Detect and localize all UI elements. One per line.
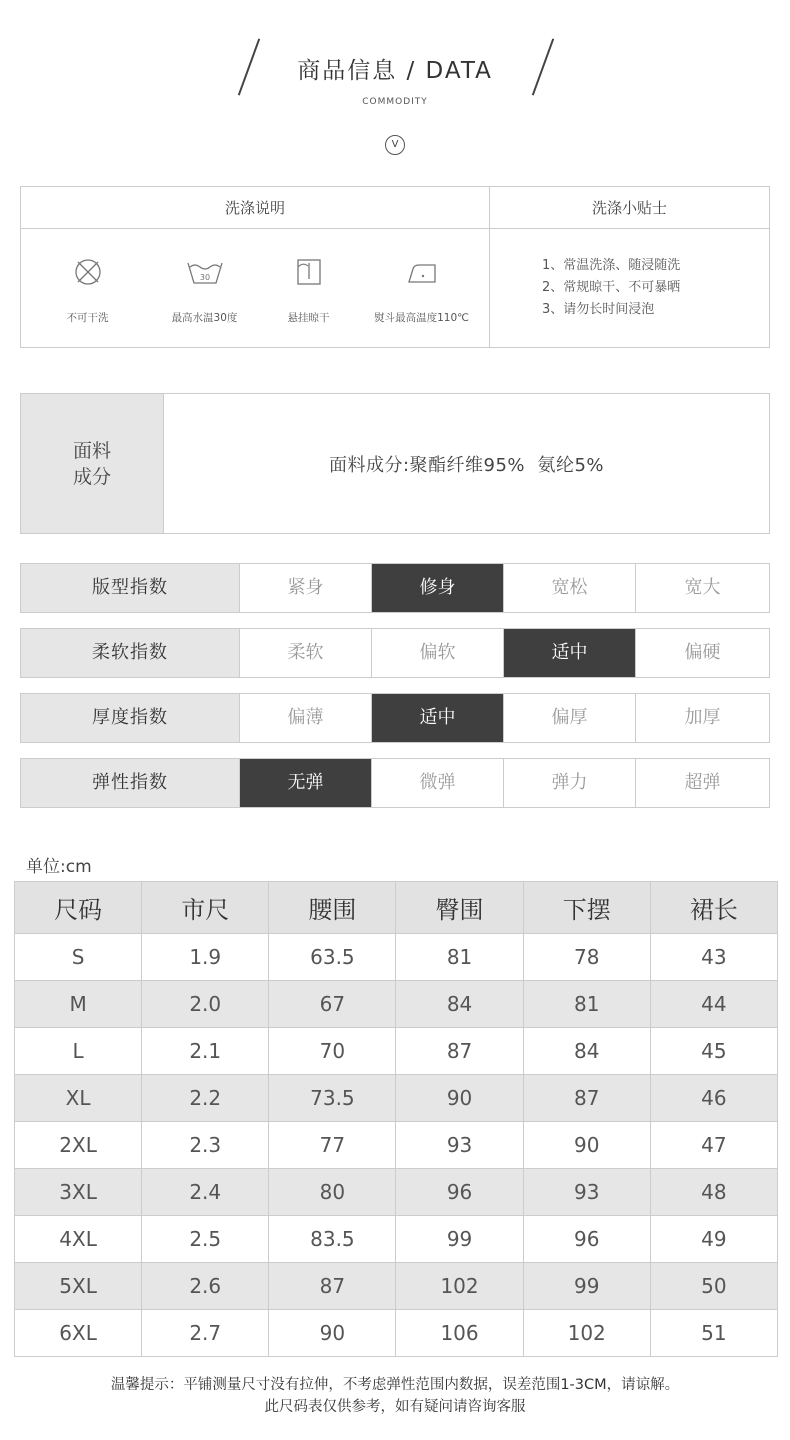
index-option: 宽松 <box>504 564 636 612</box>
index-option: 宽大 <box>684 577 721 598</box>
table-cell: 2.1 <box>142 1028 269 1075</box>
table-cell: 43 <box>650 934 777 981</box>
index-option-selected: 无弹 <box>240 759 372 807</box>
table-cell: 96 <box>396 1169 523 1216</box>
table-cell: 87 <box>269 1263 396 1310</box>
table-cell: 2.5 <box>142 1216 269 1263</box>
table-cell: 2.7 <box>142 1310 269 1357</box>
index-option: 加厚 <box>684 707 721 728</box>
wash-item-label: 悬挂晾干 <box>287 312 330 324</box>
table-cell: 1.9 <box>142 934 269 981</box>
table-cell: 51 <box>650 1310 777 1357</box>
table-cell: XL <box>15 1075 142 1122</box>
table-cell: 49 <box>650 1216 777 1263</box>
table-cell: M <box>15 981 142 1028</box>
wash-item-label: 不可干洗 <box>66 312 109 324</box>
size-note-line: 此尺码表仅供参考，如有疑问请咨询客服 <box>264 1399 526 1415</box>
no-dry-clean-icon <box>73 257 103 291</box>
wash-30-icon <box>185 257 225 291</box>
table-cell: 45 <box>650 1028 777 1075</box>
index-option: 偏硬 <box>684 642 721 663</box>
header <box>0 0 790 170</box>
index-name: 弹性指数 <box>21 759 240 807</box>
wash-temp-text: 30 <box>199 273 210 282</box>
index-option: 紧身 <box>240 564 372 612</box>
size-table-header <box>15 882 778 934</box>
column-header: 尺码 <box>15 882 142 934</box>
index-option-selected: 适中 <box>372 694 504 742</box>
size-note-line: 温馨提示：平铺测量尺寸没有拉伸，不考虑弹性范围内数据，误差范围1-3CM，请谅解。 <box>110 1377 680 1393</box>
table-cell: 102 <box>396 1263 523 1310</box>
table-cell: 81 <box>396 934 523 981</box>
washing-tips <box>490 187 769 347</box>
column-header: 市尺 <box>142 882 269 934</box>
wash-item-hang-dry <box>250 229 367 347</box>
table-cell: 87 <box>523 1075 650 1122</box>
size-note <box>0 1374 790 1418</box>
index-option: 弹力 <box>504 759 636 807</box>
table-cell: 81 <box>523 981 650 1028</box>
index-option: 超弹 <box>684 772 721 793</box>
table-cell: 106 <box>396 1310 523 1357</box>
table-row <box>15 1028 778 1075</box>
table-cell: 6XL <box>15 1310 142 1357</box>
table-row <box>15 934 778 981</box>
table-row <box>15 1169 778 1216</box>
table-cell: 5XL <box>15 1263 142 1310</box>
table-cell: 83.5 <box>269 1216 396 1263</box>
table-row <box>15 1310 778 1357</box>
table-cell: 2XL <box>15 1122 142 1169</box>
washing-tip: 3、请勿长时间浸泡 <box>542 302 655 317</box>
table-cell: 93 <box>396 1122 523 1169</box>
column-header: 裙长 <box>650 882 777 934</box>
washing-section <box>20 186 770 348</box>
wash-item-label: 熨斗最高温度110℃ <box>374 312 469 324</box>
table-cell: 93 <box>523 1169 650 1216</box>
index-row-thickness <box>20 693 770 743</box>
index-option: 偏厚 <box>504 694 636 742</box>
index-row-softness <box>20 628 770 678</box>
index-option-selected: 适中 <box>504 629 636 677</box>
fabric-composition: 面料成分:聚酯纤维95% 氨纶5% <box>328 454 605 476</box>
table-cell: 99 <box>523 1263 650 1310</box>
index-option: 微弹 <box>372 759 504 807</box>
table-row <box>15 981 778 1028</box>
table-cell: 90 <box>523 1122 650 1169</box>
table-cell: 2.4 <box>142 1169 269 1216</box>
index-option: 偏软 <box>372 629 504 677</box>
size-table <box>14 881 778 1357</box>
fabric-section <box>20 393 770 534</box>
table-cell: 96 <box>523 1216 650 1263</box>
table-cell: 2.3 <box>142 1122 269 1169</box>
table-cell: 50 <box>650 1263 777 1310</box>
table-cell: 90 <box>269 1310 396 1357</box>
table-cell: 67 <box>269 981 396 1028</box>
table-cell: 99 <box>396 1216 523 1263</box>
table-cell: 2.6 <box>142 1263 269 1310</box>
column-header: 臀围 <box>396 882 523 934</box>
table-cell: 78 <box>523 934 650 981</box>
table-cell: 102 <box>523 1310 650 1357</box>
table-cell: 84 <box>523 1028 650 1075</box>
wash-item-wash-30 <box>146 229 263 347</box>
washing-instructions-title: 洗涤说明 <box>21 187 489 229</box>
washing-tip: 2、常规晾干、不可暴晒 <box>542 280 681 295</box>
size-unit-label: 单位:cm <box>26 857 92 877</box>
index-option-selected: 修身 <box>372 564 504 612</box>
wash-item-iron <box>363 229 480 347</box>
table-cell: S <box>15 934 142 981</box>
page-subtitle: COMMODITY <box>362 97 428 107</box>
index-option: 偏薄 <box>240 694 372 742</box>
index-row-elasticity <box>20 758 770 808</box>
wash-item-label: 最高水温30度 <box>171 312 238 324</box>
table-cell: 47 <box>650 1122 777 1169</box>
table-cell: 2.0 <box>142 981 269 1028</box>
table-row <box>15 1122 778 1169</box>
table-cell: 80 <box>269 1169 396 1216</box>
table-cell: 46 <box>650 1075 777 1122</box>
table-cell: 87 <box>396 1028 523 1075</box>
wash-item-no-dry-clean <box>29 229 146 347</box>
column-header: 下摆 <box>523 882 650 934</box>
washing-tips-list <box>490 229 769 321</box>
table-cell: L <box>15 1028 142 1075</box>
table-cell: 77 <box>269 1122 396 1169</box>
iron-icon <box>405 257 439 291</box>
page-title: 商品信息 / DATA <box>297 58 493 84</box>
table-cell: 70 <box>269 1028 396 1075</box>
washing-instructions <box>21 187 490 347</box>
v-badge: V <box>385 135 405 155</box>
table-cell: 4XL <box>15 1216 142 1263</box>
index-name: 版型指数 <box>21 564 240 612</box>
column-header: 腰围 <box>269 882 396 934</box>
table-cell: 90 <box>396 1075 523 1122</box>
table-row <box>15 1216 778 1263</box>
table-row <box>15 1075 778 1122</box>
fabric-label-line: 成分 <box>72 465 111 488</box>
index-name: 厚度指数 <box>21 694 240 742</box>
table-cell: 2.2 <box>142 1075 269 1122</box>
table-cell: 48 <box>650 1169 777 1216</box>
washing-icons <box>21 229 489 347</box>
washing-tips-title: 洗涤小贴士 <box>490 187 769 229</box>
table-cell: 3XL <box>15 1169 142 1216</box>
index-name: 柔软指数 <box>21 629 240 677</box>
fabric-label-line: 面料 <box>72 439 111 462</box>
hang-dry-icon <box>295 257 323 291</box>
table-cell: 44 <box>650 981 777 1028</box>
table-cell: 63.5 <box>269 934 396 981</box>
washing-tip: 1、常温洗涤、随浸随洗 <box>542 258 681 273</box>
index-row-fit <box>20 563 770 613</box>
index-option: 柔软 <box>240 629 372 677</box>
table-cell: 73.5 <box>269 1075 396 1122</box>
table-row <box>15 1263 778 1310</box>
fabric-label <box>21 394 164 533</box>
table-cell: 84 <box>396 981 523 1028</box>
